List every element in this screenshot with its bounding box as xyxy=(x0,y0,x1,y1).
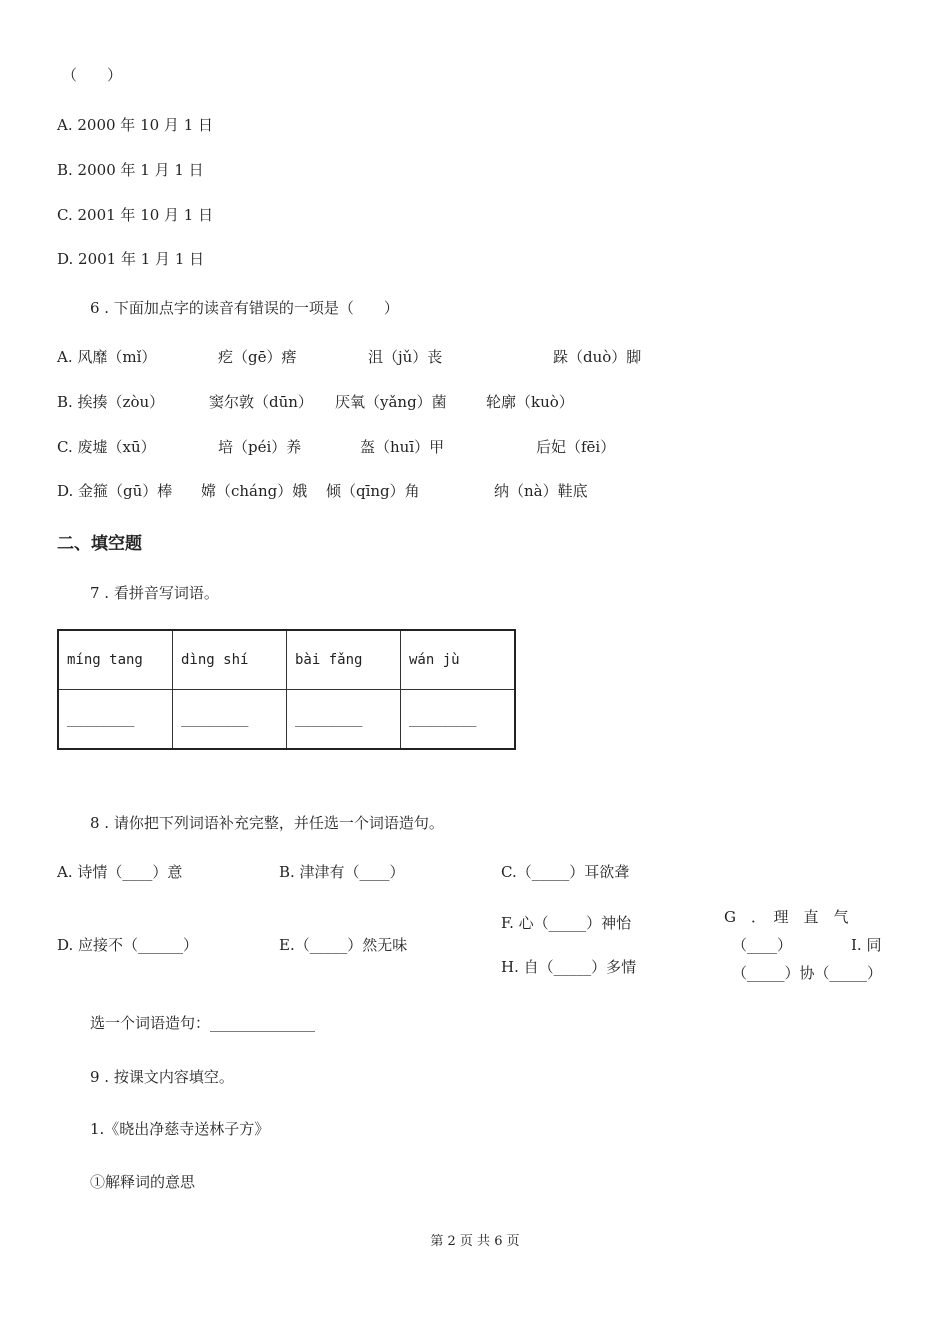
pinyin-cell: dìng shí xyxy=(173,630,287,690)
q5-option-c: C. 2001 年 10 月 1 日 xyxy=(57,206,214,224)
answer-blank[interactable]: ________ xyxy=(287,690,401,750)
q9-item-1: 1.《晓出净慈寺送林子方》 xyxy=(90,1120,270,1138)
q7-stem: 7 . 看拼音写词语。 xyxy=(90,584,219,602)
q5-option-b: B. 2000 年 1 月 1 日 xyxy=(57,161,204,179)
q9-stem: 9 . 按课文内容填空。 xyxy=(90,1068,234,1086)
q6-c-2: 培（péi）养 xyxy=(218,438,302,456)
q8-option-a: A. 诗情（____）意 xyxy=(57,863,183,881)
q6-d-1: D. 金箍（gū）棒 xyxy=(57,482,173,500)
section-title: 二、填空题 xyxy=(57,534,142,554)
q8-stem: 8 . 请你把下列词语补充完整，并任选一个词语造句。 xyxy=(90,814,444,832)
q8-option-h: H. 自（_____）多情 xyxy=(501,958,637,976)
q6-a-4: 跺（duò）脚 xyxy=(553,348,642,366)
q8-option-b: B. 津津有（____） xyxy=(279,863,405,881)
q8-sentence-line: 选一个词语造句：______________ xyxy=(90,1014,316,1032)
q6-b-2: 窦尔敦（dūn） xyxy=(209,393,313,411)
q6-stem: 6 . 下面加点字的读音有错误的一项是（ ） xyxy=(90,299,399,317)
q6-a-3: 沮（jǔ）丧 xyxy=(368,348,443,366)
q6-a-1: A. 风靡（mǐ） xyxy=(57,348,157,366)
q6-c-4: 后妃（fēi） xyxy=(536,438,616,456)
q5-option-a: A. 2000 年 10 月 1 日 xyxy=(57,116,214,134)
pinyin-cell: bài fǎng xyxy=(287,630,401,690)
answer-blank[interactable]: ________ xyxy=(401,690,516,750)
pinyin-table xyxy=(57,629,516,750)
q8-option-i-blanks: （_____）协（_____） xyxy=(732,964,883,982)
q5-option-d: D. 2001 年 1 月 1 日 xyxy=(57,250,205,268)
q6-d-3: 倾（qīng）角 xyxy=(326,482,420,500)
q6-a-2: 疙（gē）瘩 xyxy=(218,348,297,366)
q5-blank: （ ） xyxy=(62,66,123,84)
q8-option-g: G ． 理 直 气 xyxy=(724,908,849,926)
q6-c-1: C. 废墟（xū） xyxy=(57,438,156,456)
q6-d-2: 嫦（cháng）娥 xyxy=(201,482,308,500)
q8-option-c: C.（_____）耳欲聋 xyxy=(501,863,630,881)
page-footer: 第 2 页 共 6 页 xyxy=(430,1234,520,1249)
q6-b-3: 厌氧（yǎng）菌 xyxy=(335,393,447,411)
q8-option-i: I. 同 xyxy=(851,936,882,954)
pinyin-cell: wán jù xyxy=(401,630,516,690)
q8-option-g-blank: （____） xyxy=(732,936,793,954)
pinyin-cell: míng tang xyxy=(58,630,173,690)
q6-b-4: 轮廓（kuò） xyxy=(486,393,574,411)
q8-option-f: F. 心（_____）神怡 xyxy=(501,914,632,932)
q6-b-1: B. 挨揍（zòu） xyxy=(57,393,165,411)
answer-blank[interactable]: ________ xyxy=(58,690,173,750)
q8-option-e: E.（_____）然无味 xyxy=(279,936,408,954)
q6-d-4: 纳（nà）鞋底 xyxy=(494,482,588,500)
answer-blank[interactable]: ________ xyxy=(173,690,287,750)
q9-item-2: ①解释词的意思 xyxy=(90,1173,196,1191)
q6-c-3: 盔（huī）甲 xyxy=(360,438,445,456)
q8-option-d: D. 应接不（______） xyxy=(57,936,199,954)
